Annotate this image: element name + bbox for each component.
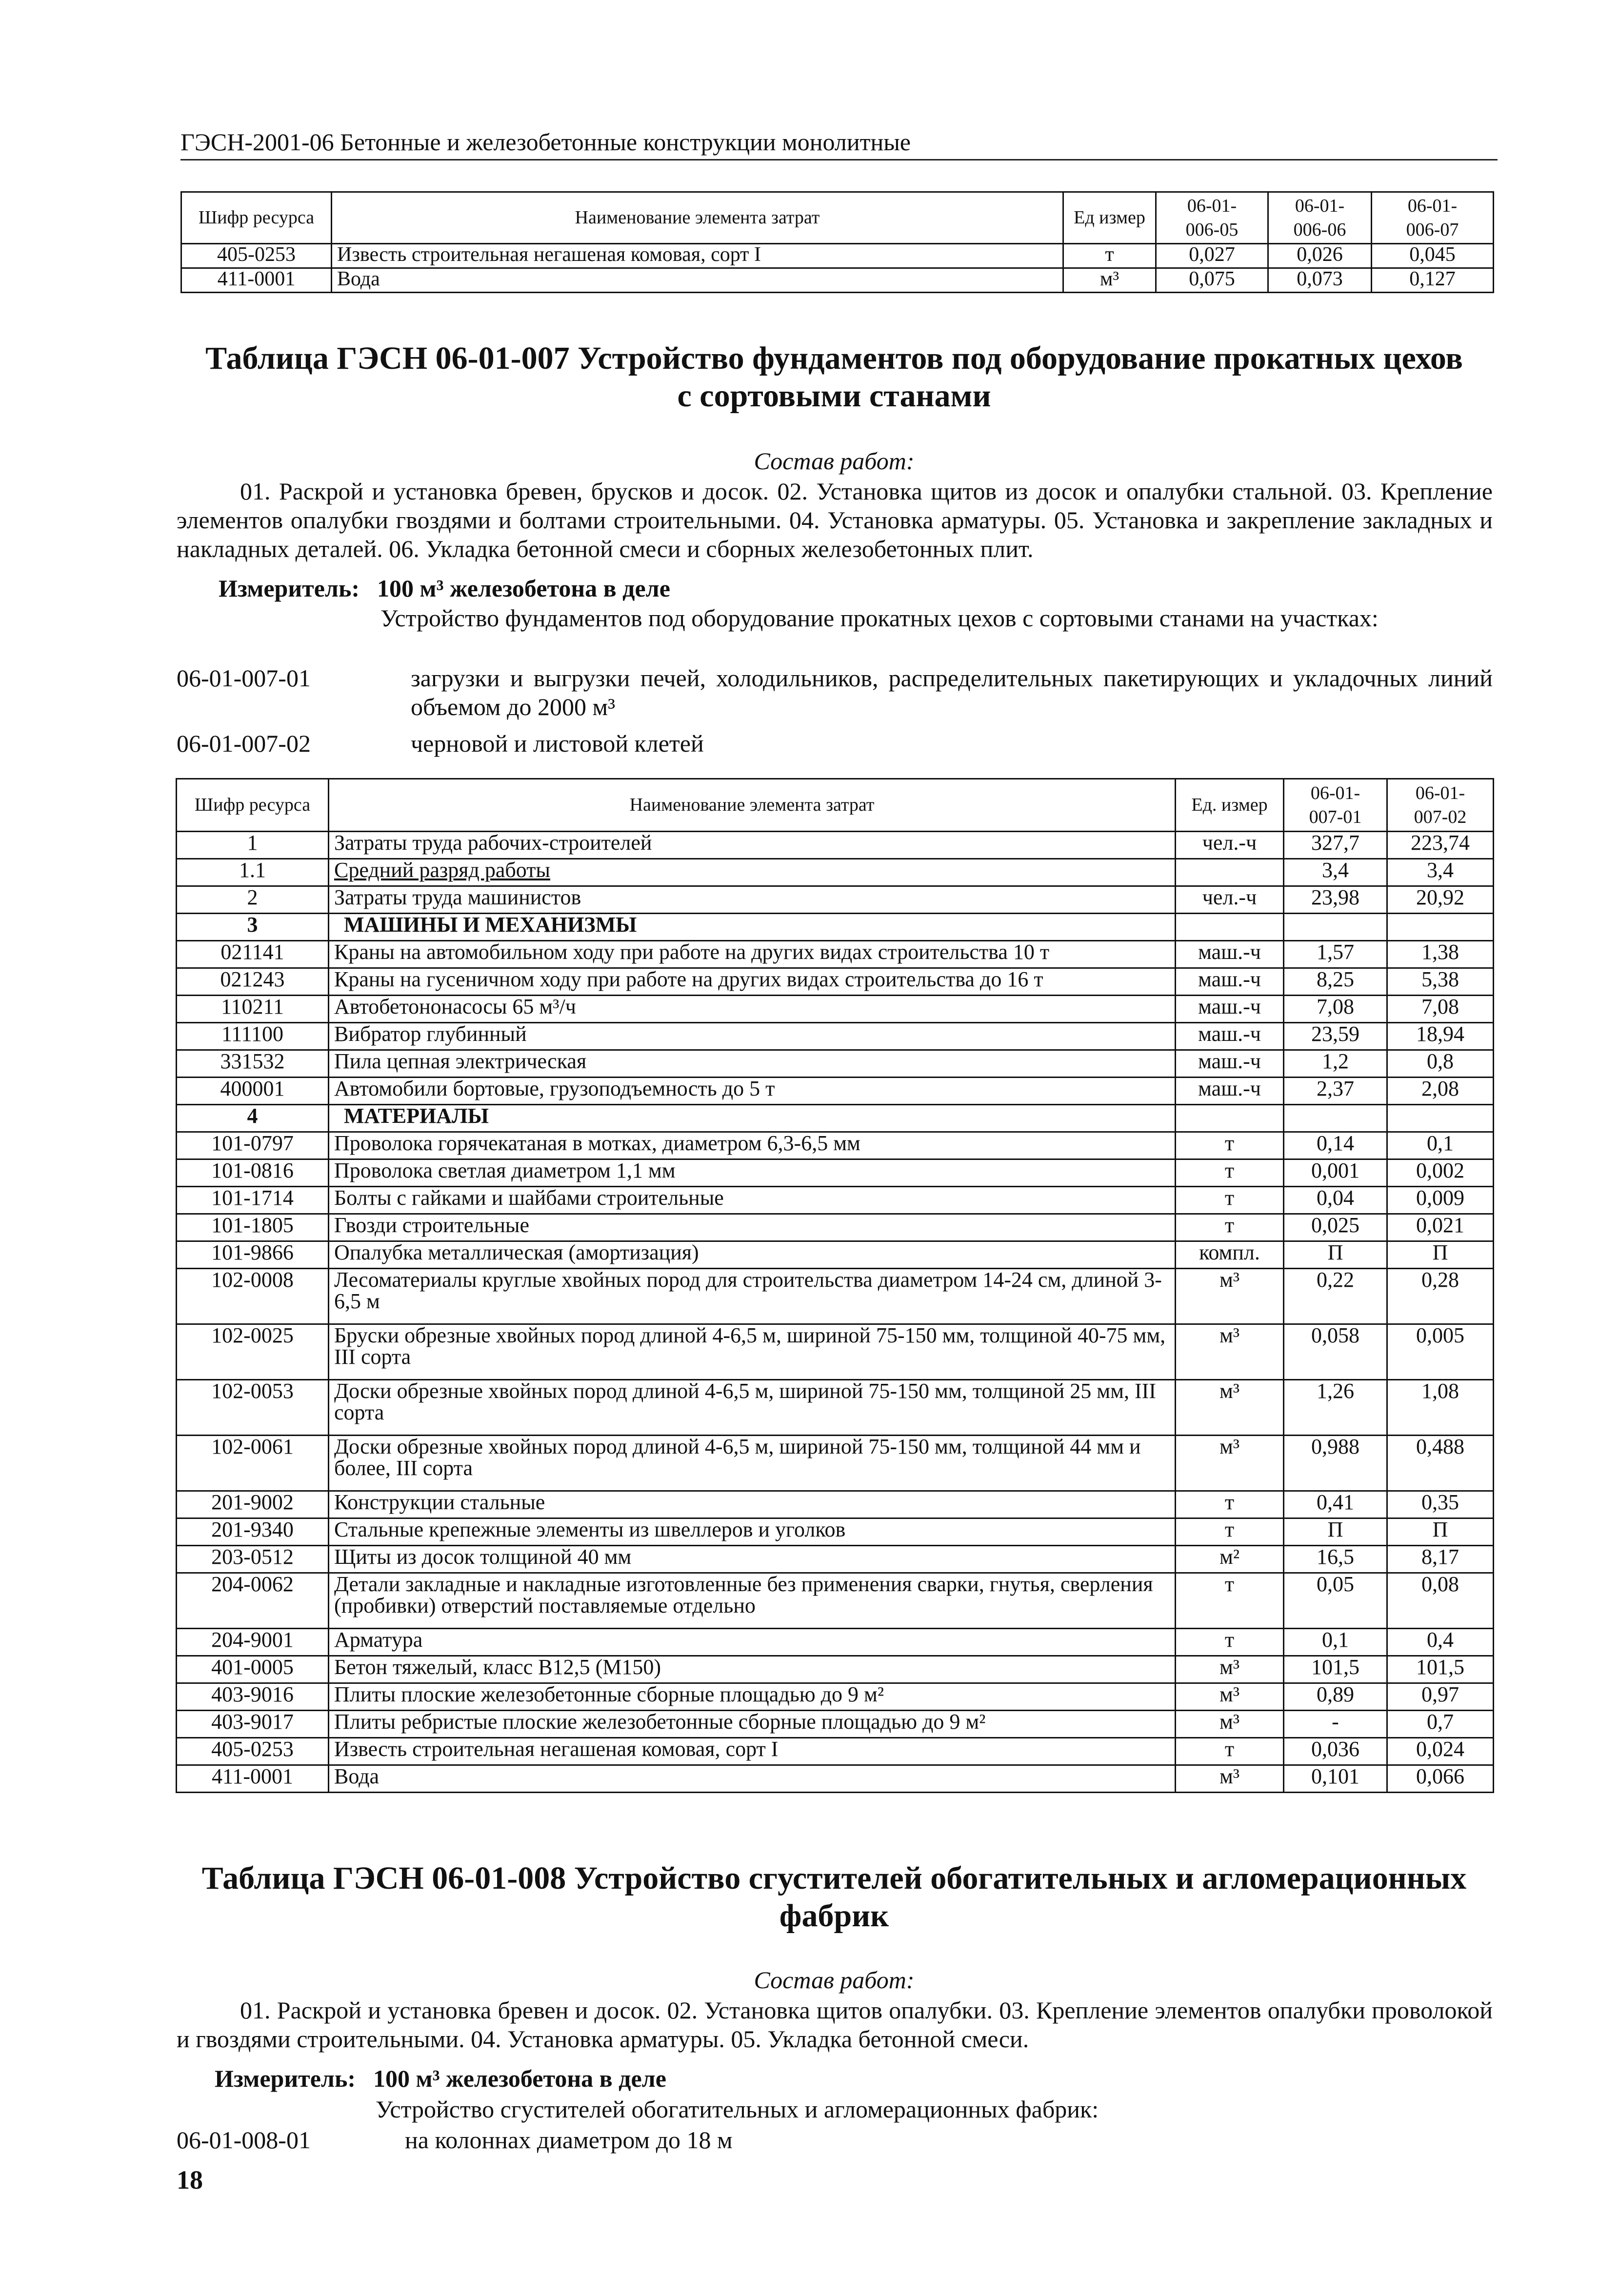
norm-value: 0,025 (1284, 1214, 1387, 1241)
resource-unit: м³ (1176, 1711, 1284, 1738)
resource-unit: м³ (1176, 1765, 1284, 1793)
resource-unit: т (1176, 1187, 1284, 1214)
resource-name: Известь строительная негашеная комовая, сорт I (332, 244, 1063, 268)
table-row (177, 1436, 1494, 1491)
resource-name: Гвозди строительные (329, 1214, 1176, 1241)
norm-value: 0,024 (1387, 1738, 1494, 1765)
resource-name: Затраты труда рабочих-строителей (329, 832, 1176, 859)
norm-value: П (1387, 1518, 1494, 1546)
norm-value: 0,08 (1387, 1573, 1494, 1629)
resource-unit: т (1176, 1629, 1284, 1656)
norm-value: 23,59 (1284, 1023, 1387, 1050)
table-row (177, 1738, 1494, 1765)
resource-unit: т (1063, 244, 1156, 268)
table-row (177, 941, 1494, 968)
resource-name: Плиты ребристые плоские железобетонные сборные площадью до 9 м² (329, 1711, 1176, 1738)
resource-name: Краны на автомобильном ходу при работе на других видах строительства 10 т (329, 941, 1176, 968)
measure-value: 100 м³ железобетона в деле (377, 575, 670, 602)
norm-value: 0,988 (1284, 1436, 1387, 1491)
resource-code: 204-9001 (177, 1629, 329, 1656)
norm-value: 0,073 (1268, 268, 1372, 293)
resource-name: Вибратор глубинный (329, 1023, 1176, 1050)
resource-name: Конструкции стальные (329, 1491, 1176, 1518)
norm-value: 7,08 (1284, 996, 1387, 1023)
norm-value: 0,22 (1284, 1269, 1387, 1324)
resource-name: Стальные крепежные элементы из швеллеров и уголков (329, 1518, 1176, 1546)
col-header-norm: 06-01- 006-07 (1372, 192, 1494, 244)
col-header-norm: 06-01- 006-06 (1268, 192, 1372, 244)
resource-unit: т (1176, 1738, 1284, 1765)
table-row (177, 1518, 1494, 1546)
resource-unit: чел.-ч (1176, 832, 1284, 859)
resource-unit: маш.-ч (1176, 996, 1284, 1023)
resource-unit (1176, 1105, 1284, 1132)
resource-unit: м³ (1063, 268, 1156, 293)
resource-code: 4 (177, 1105, 329, 1132)
table-header-row (181, 192, 1494, 244)
resource-unit: маш.-ч (1176, 1050, 1284, 1078)
norm-value: 0,002 (1387, 1159, 1494, 1187)
table-row (177, 996, 1494, 1023)
table-row (177, 1324, 1494, 1380)
works-description: 01. Раскрой и установка бревен и досок. 02. Установка щитов опалубки. 03. Крепление элементов опалубки проволокой и гвоздями строительными. 04. Установка арматуры. 05. Укладка бетонной смеси. (177, 1997, 1493, 2053)
norm-value: 1,2 (1284, 1050, 1387, 1078)
resource-code: 401-0005 (177, 1656, 329, 1683)
resource-code: 331532 (177, 1050, 329, 1078)
col-header-name: Наименование элемента затрат (332, 192, 1063, 244)
resource-name: Автомобили бортовые, грузоподъемность до 5 т (329, 1078, 1176, 1105)
resource-code: 1 (177, 832, 329, 859)
resource-name: Пила цепная электрическая (329, 1050, 1176, 1078)
resource-unit: м² (1176, 1546, 1284, 1573)
resource-unit: м³ (1176, 1324, 1284, 1380)
resource-name: Вода (332, 268, 1063, 293)
norm-value: 0,075 (1156, 268, 1268, 293)
resource-unit: маш.-ч (1176, 968, 1284, 996)
col-header-unit: Ед измер (1063, 192, 1156, 244)
table-row (177, 1546, 1494, 1573)
table-row (177, 1214, 1494, 1241)
table-row (177, 1629, 1494, 1656)
norm-value: 0,89 (1284, 1683, 1387, 1711)
norm-value: 3,4 (1284, 859, 1387, 886)
resource-unit: м³ (1176, 1269, 1284, 1324)
norm-value: 0,35 (1387, 1491, 1494, 1518)
norm-value: 0,7 (1387, 1711, 1494, 1738)
norm-value: 2,37 (1284, 1078, 1387, 1105)
table-row (177, 1573, 1494, 1629)
col-header-code: Шифр ресурса (177, 779, 329, 832)
resource-unit (1176, 914, 1284, 941)
resource-unit: маш.-ч (1176, 1078, 1284, 1105)
resource-unit: т (1176, 1132, 1284, 1159)
resource-code: 102-0025 (177, 1324, 329, 1380)
table-title-007: Таблица ГЭСН 06-01-007 Устройство фундаментов под оборудование прокатных цехов с сортовыми станами (205, 340, 1463, 414)
measure-line (215, 2064, 666, 2093)
resource-name: Вода (329, 1765, 1176, 1793)
resource-name: Плиты плоские железобетонные сборные площадью до 9 м² (329, 1683, 1176, 1711)
norm-value: 0,066 (1387, 1765, 1494, 1793)
resource-code: 111100 (177, 1023, 329, 1050)
table-row (181, 244, 1494, 268)
col-header-norm: 06-01- 007-02 (1387, 779, 1494, 832)
resource-unit: чел.-ч (1176, 886, 1284, 914)
norm-value: 0,021 (1387, 1214, 1494, 1241)
measure-value: 100 м³ железобетона в деле (373, 2065, 666, 2092)
norm-value: - (1284, 1711, 1387, 1738)
norm-value: 18,94 (1387, 1023, 1494, 1050)
measure-line (219, 574, 670, 602)
variants-lead: Устройство фундаментов под оборудование прокатных цехов с сортовыми станами на участках: (380, 604, 1379, 632)
norm-value: 0,4 (1387, 1629, 1494, 1656)
resource-unit: т (1176, 1214, 1284, 1241)
resource-code: 101-1805 (177, 1214, 329, 1241)
variant-text: на колоннах диаметром до 18 м (405, 2126, 733, 2154)
resource-unit: м³ (1176, 1656, 1284, 1683)
resource-code: 021141 (177, 941, 329, 968)
resource-code: 101-0816 (177, 1159, 329, 1187)
resource-code: 201-9340 (177, 1518, 329, 1546)
resource-name: Автобетононасосы 65 м³/ч (329, 996, 1176, 1023)
resource-name: Доски обрезные хвойных пород длиной 4-6,5 м, шириной 75-150 мм, толщиной 25 мм, III сорта (329, 1380, 1176, 1436)
norm-value: 0,97 (1387, 1683, 1494, 1711)
resource-name: Краны на гусеничном ходу при работе на других видах строительства до 16 т (329, 968, 1176, 996)
norm-value (1387, 1105, 1494, 1132)
resource-name: Доски обрезные хвойных пород длиной 4-6,5 м, шириной 75-150 мм, толщиной 44 мм и более, III сорта (329, 1436, 1176, 1491)
norm-value: 0,058 (1284, 1324, 1387, 1380)
norm-value: 0,045 (1372, 244, 1494, 268)
table-row (177, 1023, 1494, 1050)
norm-value: 0,009 (1387, 1187, 1494, 1214)
norm-value: 0,05 (1284, 1573, 1387, 1629)
resource-code: 102-0053 (177, 1380, 329, 1436)
norm-value: 20,92 (1387, 886, 1494, 914)
running-header: ГЭСН-2001-06 Бетонные и железобетонные конструкции монолитные (180, 128, 1498, 160)
norm-value: 8,25 (1284, 968, 1387, 996)
resource-unit: маш.-ч (1176, 941, 1284, 968)
resource-name: МАШИНЫ И МЕХАНИЗМЫ (329, 914, 1176, 941)
table-continuation (180, 191, 1494, 293)
norm-value: 16,5 (1284, 1546, 1387, 1573)
resource-name: Средний разряд работы (329, 859, 1176, 886)
resource-name: Болты с гайками и шайбами строительные (329, 1187, 1176, 1214)
resource-code: 403-9016 (177, 1683, 329, 1711)
variant-text: загрузки и выгрузки печей, холодильников, распределительных пакетирующих и укладочных линий объемом до 2000 м³ (411, 664, 1493, 720)
table-row (177, 1050, 1494, 1078)
norm-value: 5,38 (1387, 968, 1494, 996)
resource-code: 101-0797 (177, 1132, 329, 1159)
norm-value (1387, 914, 1494, 941)
table-row (177, 886, 1494, 914)
resource-unit: т (1176, 1518, 1284, 1546)
measure-label: Измеритель: (215, 2065, 356, 2092)
norm-value: 0,488 (1387, 1436, 1494, 1491)
variant-code: 06-01-007-01 (177, 664, 311, 692)
norm-value: 327,7 (1284, 832, 1387, 859)
resource-unit: маш.-ч (1176, 1023, 1284, 1050)
page-number: 18 (177, 2165, 203, 2195)
norm-value (1284, 914, 1387, 941)
norm-value: 0,41 (1284, 1491, 1387, 1518)
norm-value: 101,5 (1284, 1656, 1387, 1683)
norm-value: 0,026 (1268, 244, 1372, 268)
resource-code: 2 (177, 886, 329, 914)
variants-lead: Устройство сгустителей обогатительных и агломерационных фабрик: (376, 2096, 1099, 2123)
norm-value: 0,1 (1387, 1132, 1494, 1159)
norm-value: 3,4 (1387, 859, 1494, 886)
measure-label: Измеритель: (219, 575, 360, 602)
table-row (177, 1187, 1494, 1214)
norm-value: 101,5 (1387, 1656, 1494, 1683)
resource-code: 405-0253 (177, 1738, 329, 1765)
resource-code: 102-0008 (177, 1269, 329, 1324)
table-title-008: Таблица ГЭСН 06-01-008 Устройство сгустителей обогатительных и агломерационных фабрик (201, 1860, 1467, 1934)
table-row (177, 968, 1494, 996)
resource-code: 1.1 (177, 859, 329, 886)
norm-value: 7,08 (1387, 996, 1494, 1023)
resource-code: 400001 (177, 1078, 329, 1105)
variant-code: 06-01-008-01 (177, 2126, 311, 2154)
table-row (177, 1132, 1494, 1159)
norm-value: П (1284, 1241, 1387, 1269)
resource-code: 201-9002 (177, 1491, 329, 1518)
table-row (177, 859, 1494, 886)
table-row (177, 1159, 1494, 1187)
resource-name: Лесоматериалы круглые хвойных пород для строительства диаметром 14-24 см, длиной 3-6,5 м (329, 1269, 1176, 1324)
resource-unit (1176, 859, 1284, 886)
resource-code: 204-0062 (177, 1573, 329, 1629)
works-heading: Состав работ: (754, 447, 915, 475)
resource-code: 411-0001 (181, 268, 332, 293)
resource-unit: компл. (1176, 1241, 1284, 1269)
table-header-row (177, 779, 1494, 832)
table-row (177, 1656, 1494, 1683)
resource-code: 3 (177, 914, 329, 941)
norm-value: 0,28 (1387, 1269, 1494, 1324)
section-row (177, 914, 1494, 941)
norm-value: 223,74 (1387, 832, 1494, 859)
norm-value: 0,04 (1284, 1187, 1387, 1214)
table-row (181, 268, 1494, 293)
resource-unit: т (1176, 1573, 1284, 1629)
table-row (177, 1380, 1494, 1436)
table-row (177, 1491, 1494, 1518)
works-heading: Состав работ: (754, 1966, 915, 1994)
resource-code: 021243 (177, 968, 329, 996)
resource-name: Бруски обрезные хвойных пород длиной 4-6,5 м, шириной 75-150 мм, толщиной 40-75 мм, III сорта (329, 1324, 1176, 1380)
table-row (177, 832, 1494, 859)
norm-value: 1,26 (1284, 1380, 1387, 1436)
resource-name: Щиты из досок толщиной 40 мм (329, 1546, 1176, 1573)
norm-value: 1,38 (1387, 941, 1494, 968)
resource-code: 101-1714 (177, 1187, 329, 1214)
resource-code: 110211 (177, 996, 329, 1023)
norm-value: 1,08 (1387, 1380, 1494, 1436)
norm-value: 0,1 (1284, 1629, 1387, 1656)
section-row (177, 1105, 1494, 1132)
norm-value: 1,57 (1284, 941, 1387, 968)
col-header-code: Шифр ресурса (181, 192, 332, 244)
norm-value: 0,027 (1156, 244, 1268, 268)
resource-code: 101-9866 (177, 1241, 329, 1269)
table-row (177, 1269, 1494, 1324)
resource-code: 403-9017 (177, 1711, 329, 1738)
resource-name: Проволока горячекатаная в мотках, диаметром 6,3-6,5 мм (329, 1132, 1176, 1159)
norm-value (1284, 1105, 1387, 1132)
resource-unit: м³ (1176, 1683, 1284, 1711)
norm-value: 23,98 (1284, 886, 1387, 914)
works-description: 01. Раскрой и установка бревен, брусков и досок. 02. Установка щитов из досок и опалубки стальной. 03. Крепление элементов опалубки гвоздями и болтами строительными. 04. Установка арматуры. 05. Установка и закрепление закладных и накладных деталей. 06. Укладка бетонной смеси и сборных железобетонных плит. (177, 478, 1493, 562)
col-header-unit: Ед. измер (1176, 779, 1284, 832)
norm-value: 2,08 (1387, 1078, 1494, 1105)
norm-value: 8,17 (1387, 1546, 1494, 1573)
table-row (177, 1078, 1494, 1105)
table-row (177, 1765, 1494, 1793)
resource-table-007 (176, 778, 1494, 1793)
table-row (177, 1711, 1494, 1738)
variant-code: 06-01-007-02 (177, 730, 311, 757)
resource-unit: т (1176, 1159, 1284, 1187)
variant-text: черновой и листовой клетей (411, 730, 704, 757)
resource-code: 411-0001 (177, 1765, 329, 1793)
col-header-name: Наименование элемента затрат (329, 779, 1176, 832)
resource-code: 203-0512 (177, 1546, 329, 1573)
resource-name: Детали закладные и накладные изготовленные без применения сварки, гнутья, сверления (пробивки) отверстий поставляемые отдельно (329, 1573, 1176, 1629)
col-header-norm: 06-01- 007-01 (1284, 779, 1387, 832)
table-row (177, 1241, 1494, 1269)
norm-value: 0,8 (1387, 1050, 1494, 1078)
resource-name: Арматура (329, 1629, 1176, 1656)
col-header-norm: 06-01- 006-05 (1156, 192, 1268, 244)
norm-value: 0,001 (1284, 1159, 1387, 1187)
resource-unit: м³ (1176, 1436, 1284, 1491)
norm-value: 0,14 (1284, 1132, 1387, 1159)
norm-value: 0,036 (1284, 1738, 1387, 1765)
resource-name: Проволока светлая диаметром 1,1 мм (329, 1159, 1176, 1187)
norm-value: П (1284, 1518, 1387, 1546)
resource-unit: м³ (1176, 1380, 1284, 1436)
resource-name: МАТЕРИАЛЫ (329, 1105, 1176, 1132)
resource-unit: т (1176, 1491, 1284, 1518)
resource-code: 405-0253 (181, 244, 332, 268)
norm-value: П (1387, 1241, 1494, 1269)
resource-name: Опалубка металлическая (амортизация) (329, 1241, 1176, 1269)
norm-value: 0,101 (1284, 1765, 1387, 1793)
norm-value: 0,005 (1387, 1324, 1494, 1380)
norm-value: 0,127 (1372, 268, 1494, 293)
resource-code: 102-0061 (177, 1436, 329, 1491)
resource-name: Бетон тяжелый, класс В12,5 (М150) (329, 1656, 1176, 1683)
resource-name: Затраты труда машинистов (329, 886, 1176, 914)
resource-name: Известь строительная негашеная комовая, сорт I (329, 1738, 1176, 1765)
table-row (177, 1683, 1494, 1711)
